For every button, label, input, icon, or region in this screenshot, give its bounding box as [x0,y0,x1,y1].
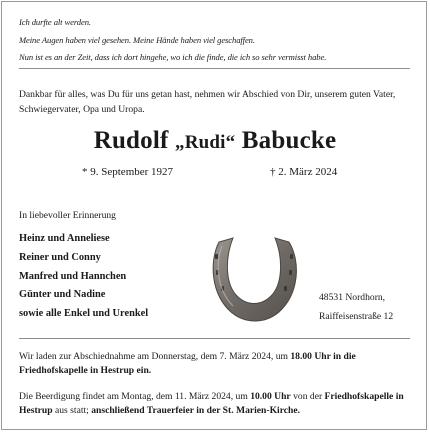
mourners-list [19,230,148,324]
nickname: „Rudi“ [175,132,236,153]
address-city: 48531 Nordhorn, [319,292,386,303]
poem [19,14,419,67]
viewing-text: Wir laden zur Abschiednahme am Donnerstag, dem 7. März 2024, um [19,351,291,362]
mourner: Heinz und Anneliese [19,233,110,244]
mourner: Günter und Nadine [19,289,106,301]
poem-line: Meine Augen haben viel gesehen. Meine Hände haben viel geschaffen. [19,34,255,45]
burial-text-2: von der [290,391,325,402]
address [319,289,393,326]
mourner: sowie alle Enkel und Urenkel [19,308,149,320]
burial-place: Friedhofskapelle in Hestrup [19,391,404,416]
poem-line: Ich durfte alt werden. [19,17,91,27]
last-name: Babucke [241,127,337,154]
viewing-info [19,350,414,377]
poem-line: Nun ist es an der Zeit, dass ich dort hingehe, wo ich die finde, die ich so sehr vermisst habe. [19,52,327,62]
birth-date: * 9. September 1927 [82,166,174,178]
mourner: Manfred und Hannchen [19,270,127,282]
memory-label: In liebevoller Erinnerung [19,210,116,221]
horseshoe-icon [205,232,303,324]
burial-text: Die Beerdigung findet am Montag, dem 11. März 2024, um [19,391,251,402]
burial-info [19,390,414,417]
divider-bottom [19,338,410,339]
mourner: Reiner und Conny [19,251,101,263]
address-street: Raiffeisenstraße 12 [319,310,394,322]
burial-time: 10.00 Uhr [250,391,291,402]
burial-text-3: aus statt; [52,404,92,416]
deceased-name [0,127,430,155]
first-name: Rudolf [93,127,169,154]
divider-top [19,68,410,69]
viewing-place: Friedhofskapelle in Hestrup ein. [19,364,152,376]
death-date: † 2. März 2024 [270,166,338,178]
burial-after: anschließend Trauerfeier in der St. Marien-Kirche. [91,404,301,416]
viewing-time: 18.00 Uhr [290,351,331,362]
thanks-text: Dankbar für alles, was Du für uns getan hast, nehmen wir Abschied von Dir, unserem guten Vater, Schwiegervater, Opa und Uropa. [19,89,396,115]
viewing-text-2: in die [330,351,356,362]
